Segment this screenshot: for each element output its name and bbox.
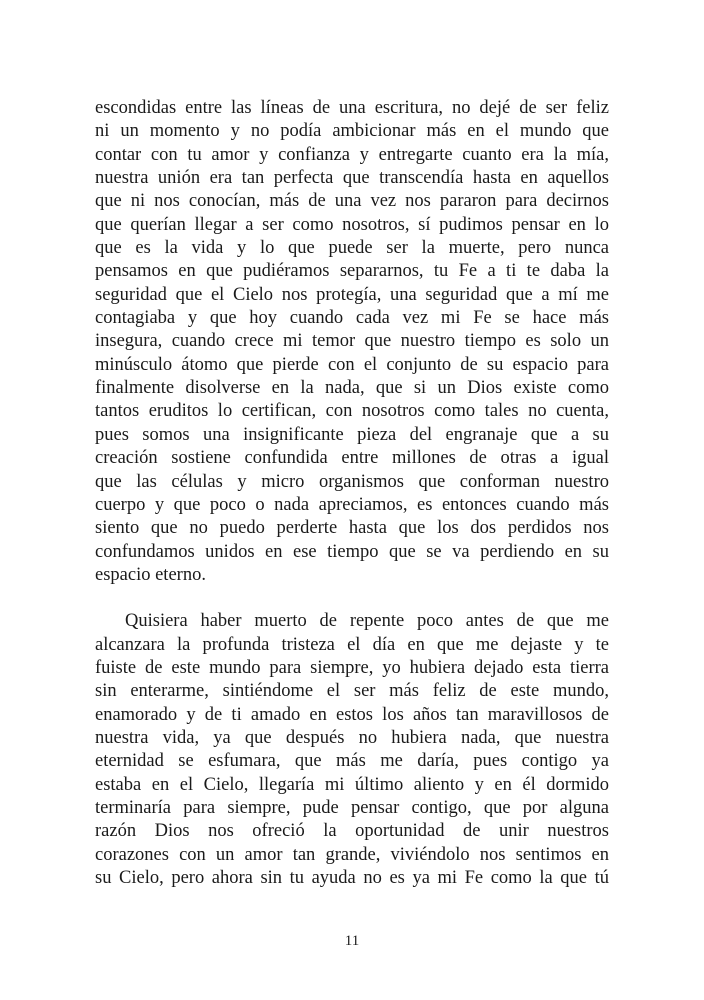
text-line: Quisiera haber muerto de repente poco antes de que me (125, 611, 609, 632)
text-line: escondidas entre las líneas de una escritura, no dejé de ser feliz (95, 98, 609, 118)
text-line: pensamos en que pudiéramos separarnos, tu Fe a ti te daba la (95, 261, 609, 282)
text-line: minúsculo átomo que pierde con el conjunto de su espacio para (95, 354, 609, 375)
text-line: que ni nos conocían, más de una vez nos pararon para decirnos (95, 191, 609, 212)
paragraph (95, 97, 609, 587)
text-line: que las células y micro organismos que conforman nuestro (95, 471, 609, 492)
page-text (95, 97, 609, 890)
text-line: insegura, cuando crece mi temor que nuestro tiempo es solo un (95, 331, 609, 352)
text-line: su Cielo, pero ahora sin tu ayuda no es ya mi Fe como la que tú (95, 868, 609, 888)
page-number: 11 (344, 933, 360, 949)
text-line: razón Dios nos ofreció la oportunidad de unir nuestros (95, 821, 609, 842)
text-line: corazones con un amor tan grande, viviéndolo nos sentimos en (95, 844, 609, 865)
text-line: sin enterarme, sintiéndome el ser más feliz de este mundo, (95, 681, 609, 702)
text-line: creación sostiene confundida entre millones de otras a igual (95, 448, 609, 469)
text-line: estaba en el Cielo, llegaría mi último aliento y en él dormido (95, 774, 609, 795)
text-line: siento que no puedo perderte hasta que los dos perdidos nos (95, 518, 609, 539)
paragraph (95, 610, 609, 890)
text-line: confundamos unidos en ese tiempo que se va perdiendo en su (95, 541, 609, 562)
text-line: pues somos una insignificante pieza del engranaje que a su (95, 424, 609, 445)
text-line: enamorado y de ti amado en estos los años tan maravillosos de (95, 704, 609, 725)
text-line: contar con tu amor y confianza y entregarte cuanto era la mía, (95, 144, 609, 165)
text-line: ni un momento y no podía ambicionar más en el mundo que (95, 121, 609, 142)
text-line: terminaría para siempre, pude pensar contigo, que por alguna (95, 797, 609, 818)
text-line: que es la vida y lo que puede ser la muerte, pero nunca (95, 238, 609, 259)
text-line: alcanzara la profunda tristeza el día en que me dejaste y te (95, 634, 609, 655)
text-line: nuestra vida, ya que después no hubiera nada, que nuestra (95, 727, 609, 748)
text-line: eternidad se esfumara, que más me daría, pues contigo ya (95, 751, 609, 772)
text-line: contagiaba y que hoy cuando cada vez mi Fe se hace más (95, 308, 609, 329)
text-line: que querían llegar a ser como nosotros, sí pudimos pensar en lo (95, 214, 609, 235)
text-line: seguridad que el Cielo nos protegía, una seguridad que a mí me (95, 284, 609, 305)
text-line: fuiste de este mundo para siempre, yo hubiera dejado esta tierra (95, 657, 609, 678)
text-line: tantos eruditos lo certifican, con nosotros como tales no cuenta, (95, 401, 609, 422)
text-line: cuerpo y que poco o nada apreciamos, es entonces cuando más (95, 494, 609, 515)
text-line: espacio eterno. (95, 564, 206, 585)
text-line: nuestra unión era tan perfecta que transcendía hasta en aquellos (95, 168, 609, 189)
text-line: finalmente disolverse en la nada, que si un Dios existe como (95, 378, 609, 399)
